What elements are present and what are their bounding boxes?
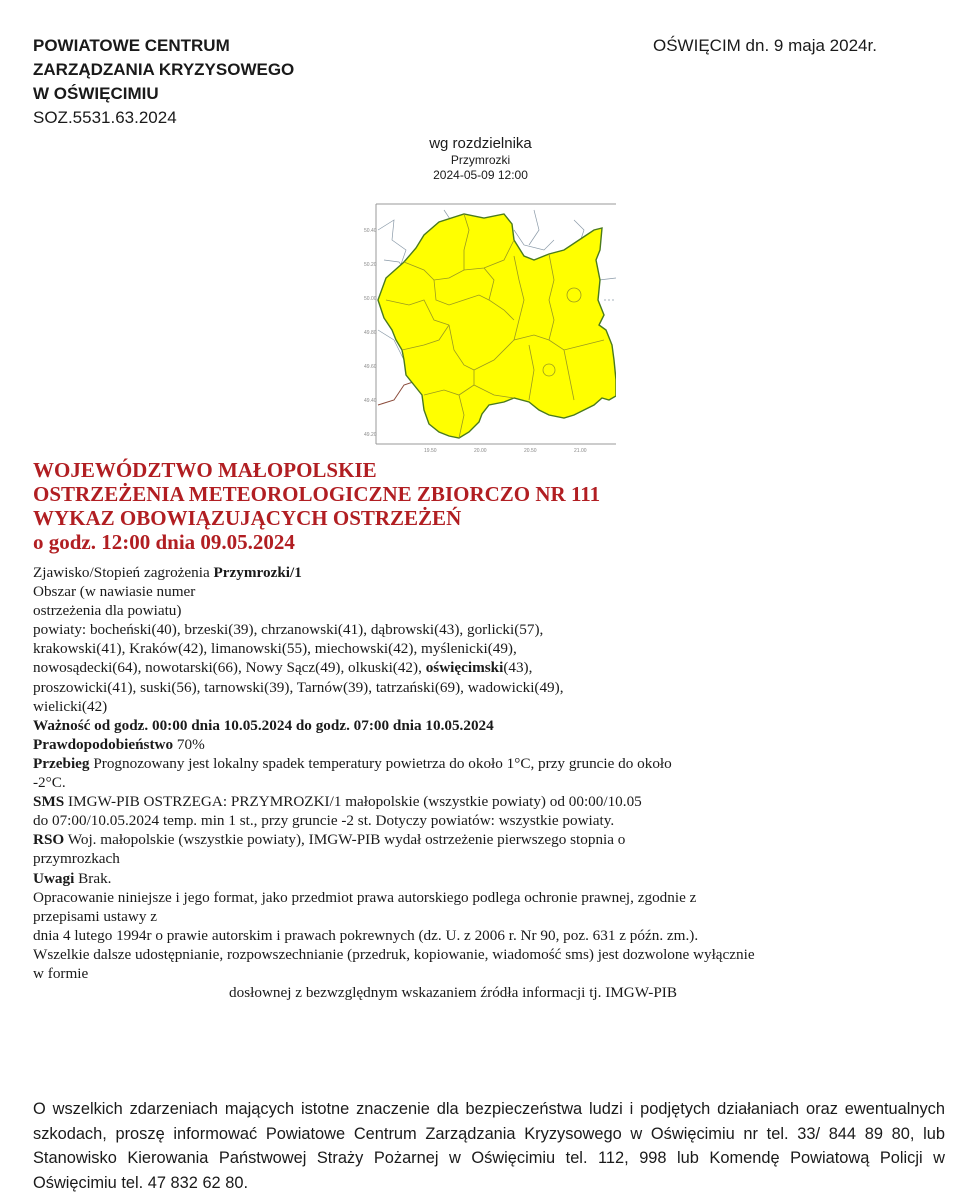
svg-text:50.20: 50.20 xyxy=(364,262,377,268)
phenomenon-value: Przymrozki/1 xyxy=(213,564,302,581)
rso-row xyxy=(33,830,943,849)
counties-line-4: proszowicki(41), suski(56), tarnowski(39), Tarnów(39), tatrzański(69), wadowicki(49), xyxy=(33,678,564,696)
distribution-block xyxy=(0,135,961,183)
course-text: Prognozowany jest lokalny spadek temperatury powietrza do około 1°C, przy gruncie do około xyxy=(89,754,672,772)
course-text-cont: -2°C. xyxy=(33,774,66,792)
map-datetime: 2024-05-09 12:00 xyxy=(433,168,528,182)
contact-notice: O wszelkich zdarzeniach mających istotne znaczenie dla bezpieczeństwa ludzi i podjętych działaniach oraz ewentualnych szkodach, proszę informować Powiatowe Centrum Zarządzania Kryzysowego w Oświęcimiu nr tel. 33/ 844 89 80, lub Stanowisko Kierowania Państwowej Straży Pożarnej w Oświęcimiu tel. 112, 998 lub Komendę Powiatową Policji w Oświęcimiu tel. 47 832 62 80. xyxy=(33,1100,945,1192)
svg-text:50.00: 50.00 xyxy=(364,296,377,302)
svg-text:21.00: 21.00 xyxy=(574,448,587,454)
phenomenon-row xyxy=(33,563,943,582)
svg-text:49.60: 49.60 xyxy=(364,364,377,370)
svg-text:19.50: 19.50 xyxy=(424,448,437,454)
svg-text:49.40: 49.40 xyxy=(364,398,377,404)
headline-list-title: WYKAZ OBOWIĄZUJĄCYCH OSTRZEŻEŃ xyxy=(33,506,462,530)
warning-map xyxy=(364,200,616,458)
issuer-name-line3: W OŚWIĘCIMIU xyxy=(33,84,159,103)
rso-text-cont: przymrozkach xyxy=(33,850,120,868)
sms-row xyxy=(33,792,943,811)
copyright-line-4: Wszelkie dalsze udostępnianie, rozpowszechnianie (przedruk, kopiowanie, wiadomość sms) jest dozwolone wyłącznie xyxy=(33,945,755,963)
headline-datetime: o godz. 12:00 dnia 09.05.2024 xyxy=(33,530,295,554)
issuer-name-line2: ZARZĄDZANIA KRYZYSOWEGO xyxy=(33,60,295,79)
counties-line-1: powiaty: bocheński(40), brzeski(39), chrzanowski(41), dąbrowski(43), gorlicki(57), xyxy=(33,621,544,639)
copyright-line-5: w formie xyxy=(33,964,89,982)
sms-text: IMGW-PIB OSTRZEGA: PRZYMROZKI/1 małopolskie (wszystkie powiaty) od 00:00/10.05 xyxy=(64,793,642,811)
svg-text:20.00: 20.00 xyxy=(474,448,487,454)
counties-line-5: wielicki(42) xyxy=(33,697,108,715)
reference-number: SOZ.5531.63.2024 xyxy=(33,108,177,127)
warning-headline xyxy=(33,458,600,554)
issuer-name-line1: POWIATOWE CENTRUM xyxy=(33,36,230,55)
remarks-row xyxy=(33,869,943,888)
headline-summary: OSTRZEŻENIA METEOROLOGICZNE ZBIORCZO NR 111 xyxy=(33,482,601,506)
highlighted-county-number: (43), xyxy=(503,659,533,677)
distribution-label: wg rozdzielnika xyxy=(429,135,532,152)
copyright-line-3: dnia 4 lutego 1994r o prawie autorskim i prawach pokrewnych (dz. U. z 2006 r. Nr 90, poz. 631 z późn. zm.). xyxy=(33,926,699,944)
rso-label: RSO xyxy=(33,831,65,849)
validity-row xyxy=(33,716,943,735)
svg-text:49.20: 49.20 xyxy=(364,432,377,438)
course-row xyxy=(33,754,943,773)
sms-label: SMS xyxy=(33,793,65,811)
copyright-line-2: przepisami ustawy z xyxy=(33,907,157,925)
sms-text-cont: do 07:00/10.05.2024 temp. min 1 st., przy gruncie -2 st. Dotyczy powiatów: wszystkie powiaty. xyxy=(33,812,615,830)
issuer-block xyxy=(33,34,294,130)
course-label: Przebieg xyxy=(33,754,90,772)
counties-line-3 xyxy=(33,658,943,677)
remarks-label: Uwagi xyxy=(33,869,75,887)
place-date: OŚWIĘCIM dn. 9 maja 2024r. xyxy=(653,36,877,55)
headline-region: WOJEWÓDZTWO MAŁOPOLSKIE xyxy=(33,458,377,482)
svg-text:50.40: 50.40 xyxy=(364,228,377,234)
svg-text:20.50: 20.50 xyxy=(524,448,537,454)
copyright-line-1: Opracowanie niniejsze i jego format, jako przedmiot prawa autorskiego podlega ochronie prawnej, zgodnie z xyxy=(33,888,697,906)
highlighted-county: oświęcimski xyxy=(425,659,504,677)
probability-label: Prawdopodobieństwo xyxy=(33,735,174,753)
copyright-line-6: dosłownej z bezwzględnym wskazaniem źródła informacji tj. IMGW-PIB xyxy=(229,984,677,1002)
remarks-value: Brak. xyxy=(74,869,112,887)
rso-text: Woj. małopolskie (wszystkie powiaty), IMGW-PIB wydał ostrzeżenie pierwszego stopnia o xyxy=(64,831,626,849)
phenomenon-label: Zjawisko/Stopień zagrożenia xyxy=(33,564,214,581)
counties-line-2: krakowski(41), Kraków(42), limanowski(55), miechowski(42), myślenicki(49), xyxy=(33,640,517,658)
validity-text: Ważność od godz. 00:00 dnia 10.05.2024 do godz. 07:00 dnia 10.05.2024 xyxy=(33,716,494,734)
area-label-2: ostrzeżenia dla powiatu) xyxy=(33,602,182,620)
svg-text:49.80: 49.80 xyxy=(364,330,377,336)
counties-line-3-text: nowosądecki(64), nowotarski(66), Nowy Sącz(49), olkuski(42), xyxy=(33,659,426,677)
probability-row xyxy=(33,735,943,754)
warning-details xyxy=(33,563,943,1002)
area-label-1: Obszar (w nawiasie numer xyxy=(33,583,196,601)
probability-value: 70% xyxy=(173,735,205,753)
map-title: Przymrozki xyxy=(450,153,511,167)
